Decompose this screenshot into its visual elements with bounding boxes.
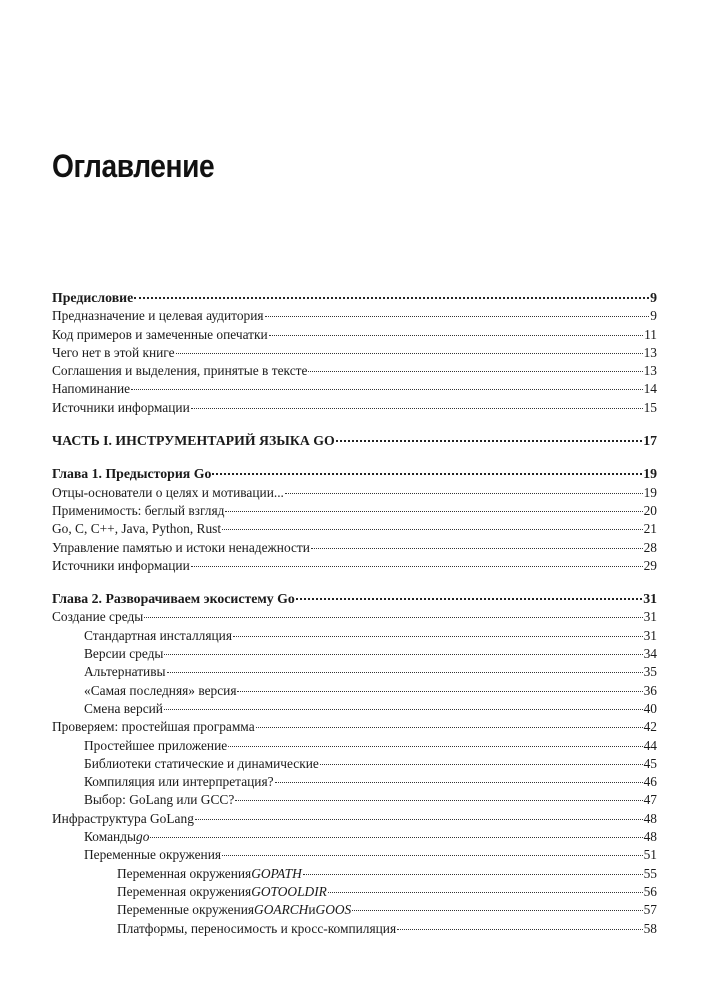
toc-page-number: 9 (650, 308, 657, 324)
dot-leader (150, 837, 642, 838)
toc-entry-title: Предисловие (52, 290, 134, 305)
toc-entry-title: Чего нет в этой книге (52, 344, 175, 360)
toc-entry-title-italic: go (136, 829, 150, 845)
toc-entry (52, 520, 657, 538)
dot-leader (285, 493, 643, 494)
dot-leader (256, 727, 643, 728)
toc-page-number: 57 (643, 902, 657, 918)
toc-entry-title: Предназначение и целевая аудитория (52, 308, 264, 324)
toc-entry-title-italic: GOOS (315, 902, 352, 918)
dot-leader (191, 566, 643, 567)
toc-entry-title: Глава 2. Разворачиваем экосистему Go (52, 591, 295, 607)
dot-leader (134, 297, 649, 299)
toc-entry (52, 399, 657, 417)
toc-entry-title: Код примеров и замеченные опечатки (52, 326, 268, 342)
toc-entry-title: Инфраструктура GoLang (52, 810, 194, 826)
toc-entry (52, 883, 657, 901)
toc-entry-title-connector: и (308, 902, 316, 918)
toc-entry (52, 539, 657, 557)
toc-entry-title: Источники информации (52, 399, 190, 415)
toc-page-number: 34 (643, 646, 657, 662)
toc-page-number: 47 (643, 792, 657, 808)
dot-leader (212, 473, 642, 475)
toc-entry-title-italic: GOTOOLDIR (251, 883, 327, 899)
toc-section (52, 590, 657, 938)
toc-entry (52, 773, 657, 791)
toc-entry (52, 344, 657, 362)
dot-leader (308, 371, 642, 372)
toc-entry (52, 865, 657, 883)
dot-leader (131, 389, 643, 390)
toc-page-number: 31 (643, 627, 657, 643)
toc-entry-title: Платформы, переносимость и кросс-компиляция (117, 920, 397, 936)
toc-entry-title-italic: GOPATH (251, 865, 302, 881)
toc-entry (52, 846, 657, 864)
toc-heading (52, 465, 657, 483)
dot-leader (176, 353, 643, 354)
toc-entry-title: Переменная окружения (117, 865, 252, 881)
toc-entry-title: ЧАСТЬ I. ИНСТРУМЕНТАРИЙ ЯЗЫКА GO (52, 433, 335, 449)
toc-entry (52, 828, 657, 846)
toc-section (52, 289, 657, 417)
dot-leader (228, 746, 642, 747)
toc-entry-title: Создание среды (52, 609, 144, 625)
toc-page-number: 36 (643, 682, 657, 698)
toc-heading (52, 590, 657, 608)
toc-entry (52, 307, 657, 325)
toc-entry-title: Глава 1. Предыстория Go (52, 466, 212, 482)
toc-entry (52, 557, 657, 575)
dot-leader (320, 764, 643, 765)
dot-leader (311, 548, 643, 549)
toc-page-number: 13 (643, 344, 657, 360)
toc-heading (52, 432, 657, 450)
toc-entry (52, 682, 657, 700)
toc-entry-title: Смена версий (84, 700, 163, 716)
toc-page-number: 48 (643, 829, 657, 845)
toc-entry-title: Управление памятью и истоки ненадежности (52, 539, 310, 555)
toc-entry-title: Проверяем: простейшая программа (52, 719, 255, 735)
toc-entry-title: Компиляция или интерпретация? (84, 774, 274, 790)
toc-entry (52, 645, 657, 663)
toc-entry (52, 737, 657, 755)
dot-leader (237, 691, 642, 692)
toc-page-number: 45 (643, 755, 657, 771)
toc-entry-title: Альтернативы (84, 664, 166, 680)
toc-page-number: 29 (643, 557, 657, 573)
toc-section (52, 465, 657, 575)
toc-entry (52, 484, 657, 502)
toc-entry-title: Переменные окружения (84, 847, 222, 863)
toc-entry (52, 700, 657, 718)
toc-entry (52, 627, 657, 645)
toc-page-number: 51 (643, 847, 657, 863)
dot-leader (164, 709, 643, 710)
toc-entry (52, 810, 657, 828)
toc-entry-title: Команды (84, 829, 137, 845)
toc-page-number: 14 (643, 381, 657, 397)
toc-page-number: 21 (643, 521, 657, 537)
toc-page-number: 55 (643, 865, 657, 881)
toc-page-number: 58 (643, 920, 657, 936)
dot-leader (352, 910, 642, 911)
dot-leader (222, 855, 643, 856)
toc-entry-title: Напоминание (52, 381, 131, 397)
dot-leader (233, 636, 643, 637)
dot-leader (225, 511, 642, 512)
toc-entry (52, 718, 657, 736)
toc-entry-title: Переменная окружения (117, 883, 252, 899)
page-title: Оглавление (52, 148, 215, 184)
toc-page-number: 11 (644, 326, 657, 342)
toc-entry-title: Простейшее приложение (84, 737, 228, 753)
toc-page-number: 48 (643, 810, 657, 826)
toc-page-number: 42 (643, 719, 657, 735)
toc-entry-title: Переменные окружения (117, 902, 255, 918)
dot-leader (191, 408, 643, 409)
toc-page-number: 31 (643, 591, 657, 607)
dot-leader (222, 529, 643, 530)
toc-heading (52, 289, 657, 307)
toc-entry-title: Стандартная инсталляция (84, 627, 232, 643)
toc-entry (52, 663, 657, 681)
dot-leader (195, 819, 643, 820)
dot-leader (144, 617, 642, 618)
dot-leader (336, 440, 643, 442)
dot-leader (265, 316, 650, 317)
toc-entry (52, 326, 657, 344)
toc-entry-title: Выбор: GoLang или GCC? (84, 792, 235, 808)
toc-entry-title: Библиотеки статические и динамические (84, 755, 319, 771)
toc-page-number: 17 (643, 433, 657, 449)
dot-leader (275, 782, 643, 783)
toc-entry-title: Применимость: беглый взгляд (52, 502, 225, 518)
dot-leader (397, 929, 642, 930)
toc-page-number: 13 (643, 363, 657, 379)
toc-entry (52, 502, 657, 520)
toc-page-number: 19 (643, 484, 657, 500)
table-of-contents (52, 289, 657, 953)
toc-entry (52, 608, 657, 626)
toc-page-number: 46 (643, 774, 657, 790)
toc-entry-title: Отцы-основатели о целях и мотивации... (52, 484, 284, 500)
dot-leader (328, 892, 643, 893)
dot-leader (303, 874, 643, 875)
toc-entry-title: Соглашения и выделения, принятые в тексте (52, 363, 308, 379)
toc-entry (52, 380, 657, 398)
dot-leader (269, 335, 643, 336)
toc-page-number: 35 (643, 664, 657, 680)
toc-entry (52, 901, 657, 919)
toc-entry (52, 755, 657, 773)
toc-entry-title: Go, C, C++, Java, Python, Rust (52, 521, 222, 537)
toc-page-number: 28 (643, 539, 657, 555)
toc-entry (52, 362, 657, 380)
toc-entry (52, 791, 657, 809)
toc-page-number: 19 (643, 466, 657, 482)
toc-page-number: 31 (643, 609, 657, 625)
toc-entry (52, 920, 657, 938)
toc-section (52, 432, 657, 450)
toc-page-number: 40 (643, 700, 657, 716)
toc-page-number: 15 (643, 399, 657, 415)
toc-entry-title: Источники информации (52, 557, 190, 573)
toc-page-number: 20 (643, 502, 657, 518)
toc-entry-title: Версии среды (84, 646, 164, 662)
toc-entry-title: «Самая последняя» версия (84, 682, 237, 698)
dot-leader (167, 672, 643, 673)
toc-page-number: 56 (643, 883, 657, 899)
dot-leader (164, 654, 642, 655)
toc-page-number: 44 (643, 737, 657, 753)
dot-leader (235, 800, 642, 801)
toc-page-number: 9 (650, 290, 657, 305)
toc-entry-title-italic: GOARCH (254, 902, 309, 918)
dot-leader (296, 598, 642, 600)
